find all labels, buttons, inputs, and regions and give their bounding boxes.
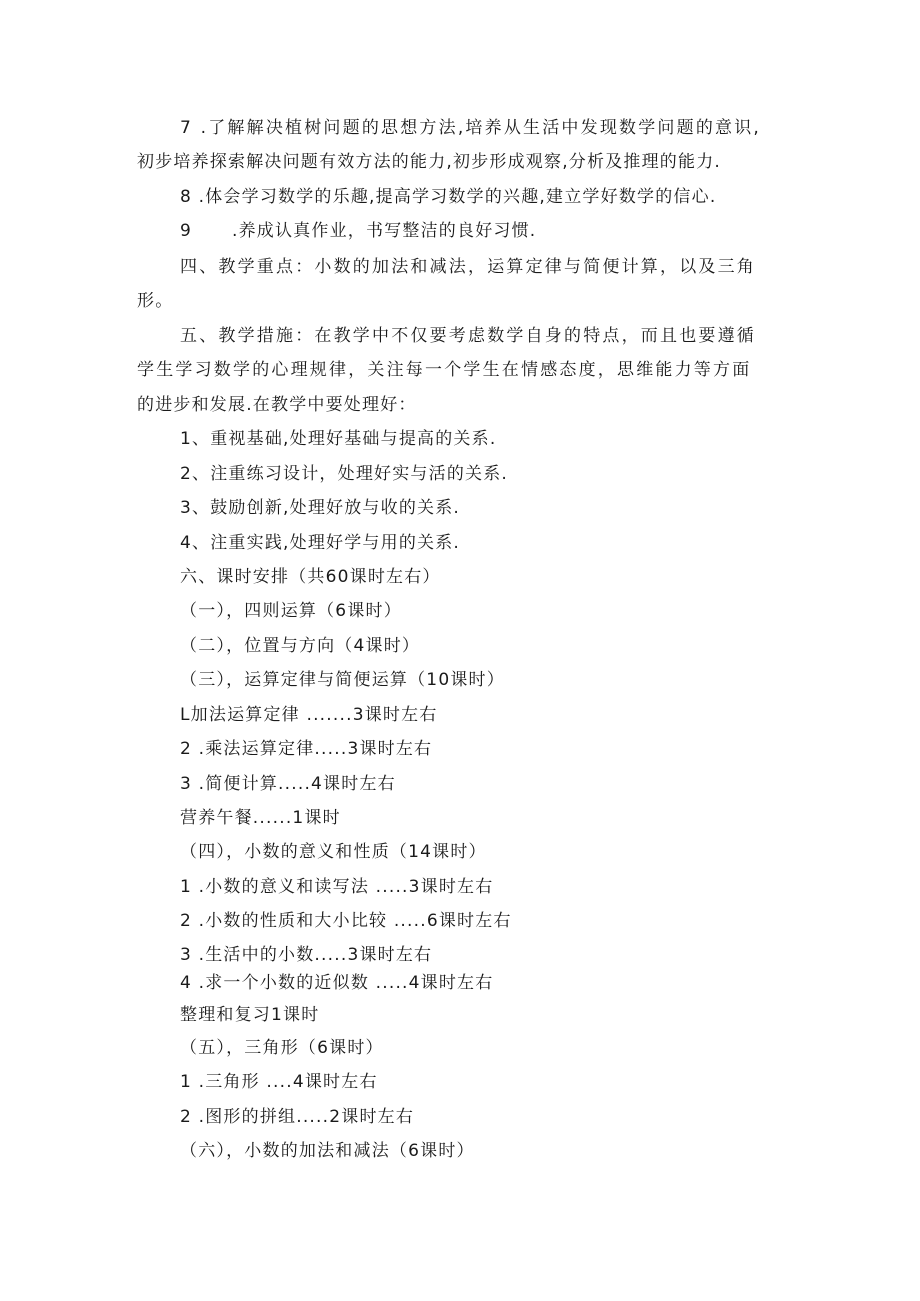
unit-4-review: 整理和复习1课时 — [180, 1005, 320, 1025]
objective-9-text: .养成认真作业，书写整洁的良好习惯. — [232, 221, 537, 241]
unit-4-title: （四），小数的意义和性质（14课时） — [180, 842, 487, 862]
unit-5-title: （五），三角形（6课时） — [180, 1038, 384, 1058]
section-4-line-2: 形。 — [137, 291, 174, 311]
unit-3-title: （三），运算定律与简便运算（10课时） — [180, 670, 505, 690]
unit-1-title: （一），四则运算（6课时） — [180, 601, 402, 621]
objective-7-line-1: 7 .了解解决植树问题的思想方法,培养从生活中发现数学问题的意识, — [180, 118, 762, 138]
unit-3-item-2: 2 .乘法运算定律.....3课时左右 — [180, 739, 433, 759]
unit-4-item-4: 4 .求一个小数的近似数 .....4课时左右 — [180, 973, 494, 993]
objective-8: 8 .体会学习数学的乐趣,提高学习数学的兴趣,建立学好数学的信心. — [180, 187, 717, 207]
unit-2-title: （二），位置与方向（4课时） — [180, 636, 421, 656]
unit-3-item-3: 3 .简便计算.....4课时左右 — [180, 774, 396, 794]
unit-4-item-1: 1 .小数的意义和读写法 .....3课时左右 — [180, 877, 494, 897]
section-5-line-1: 五、教学措施：在教学中不仅要考虑数学自身的特点，而且也要遵循 — [180, 326, 756, 346]
section-6-title: 六、课时安排（共60课时左右） — [180, 567, 441, 587]
unit-5-item-1: 1 .三角形 ....4课时左右 — [180, 1072, 378, 1092]
unit-3-item-4: 营养午餐......1课时 — [180, 808, 341, 828]
objective-7-line-2: 初步培养探索解决问题有效方法的能力,初步形成观察,分析及推理的能力. — [137, 152, 722, 172]
measure-item-1: 1、重视基础,处理好基础与提高的关系. — [180, 429, 497, 449]
section-5-line-3: 的进步和发展.在教学中要处理好： — [137, 395, 417, 415]
section-4-line-1: 四、教学重点：小数的加法和减法，运算定律与简便计算，以及三角 — [180, 257, 756, 277]
measure-item-4: 4、注重实践,处理好学与用的关系. — [180, 533, 461, 553]
measure-item-2: 2、注重练习设计，处理好实与活的关系. — [180, 464, 509, 484]
unit-5-item-2: 2 .图形的拼组.....2课时左右 — [180, 1107, 415, 1127]
measure-item-3: 3、鼓励创新,处理好放与收的关系. — [180, 498, 461, 518]
unit-3-item-1: L加法运算定律 .......3课时左右 — [180, 705, 438, 725]
objective-9-number: 9 — [180, 221, 193, 241]
unit-4-item-3: 3 .生活中的小数.....3课时左右 — [180, 945, 433, 965]
unit-4-item-2: 2 .小数的性质和大小比较 .....6课时左右 — [180, 911, 512, 931]
unit-6-title: （六），小数的加法和减法（6课时） — [180, 1141, 475, 1161]
section-5-line-2: 学生学习数学的心理规律，关注每一个学生在情感态度，思维能力等方面 — [137, 360, 752, 380]
